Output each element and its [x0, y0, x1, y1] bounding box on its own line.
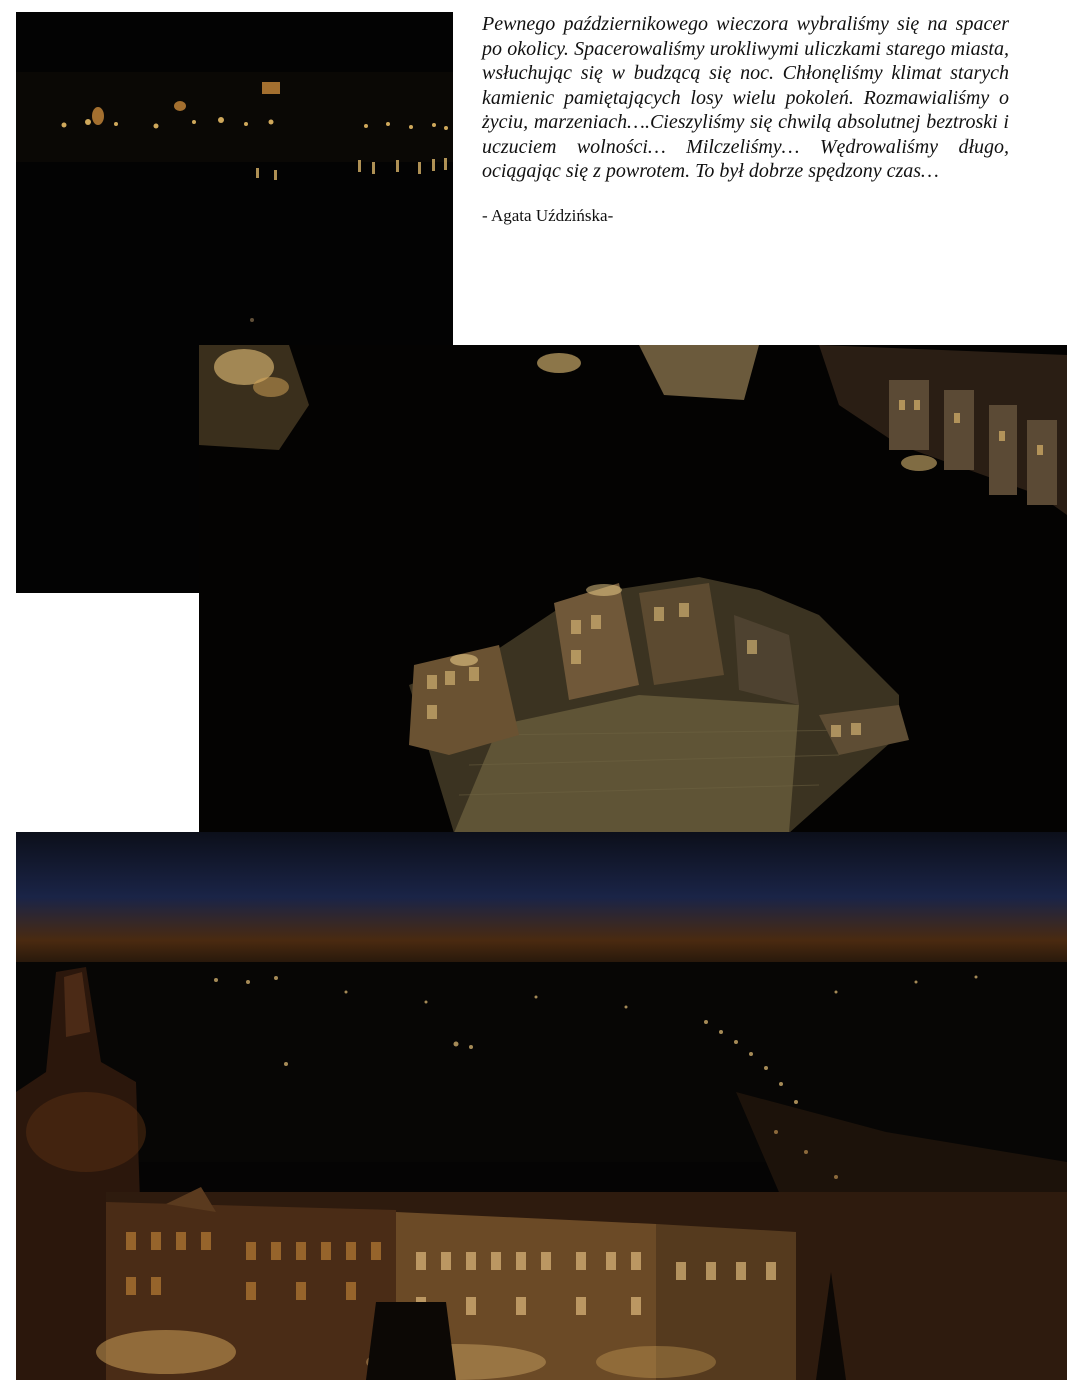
square-aerial-photo [199, 345, 1067, 833]
poem-text: Pewnego październikowego wieczora wybraliśmy się na spacer po okolicy. Spacerowaliśmy urokliwymi uliczkami starego miasta, wsłuchując się w budzącą się noc. Chłonęliśmy klimat starych kamienic pamiętających losy wielu pokoleń. Rozmawialiśmy o życiu, marzeniach….Cieszyliśmy się chwilą absolutnej beztroski i uczuciem wolności… Milczeliśmy… Wędrowaliśmy długo, ociągając się z powrotem. To był dobrze spędzony czas… [482, 13, 1009, 182]
text-block [482, 12, 1009, 227]
author-signature: - Agata Uździńska- [482, 205, 614, 225]
town-panorama-photo [16, 832, 1067, 1380]
